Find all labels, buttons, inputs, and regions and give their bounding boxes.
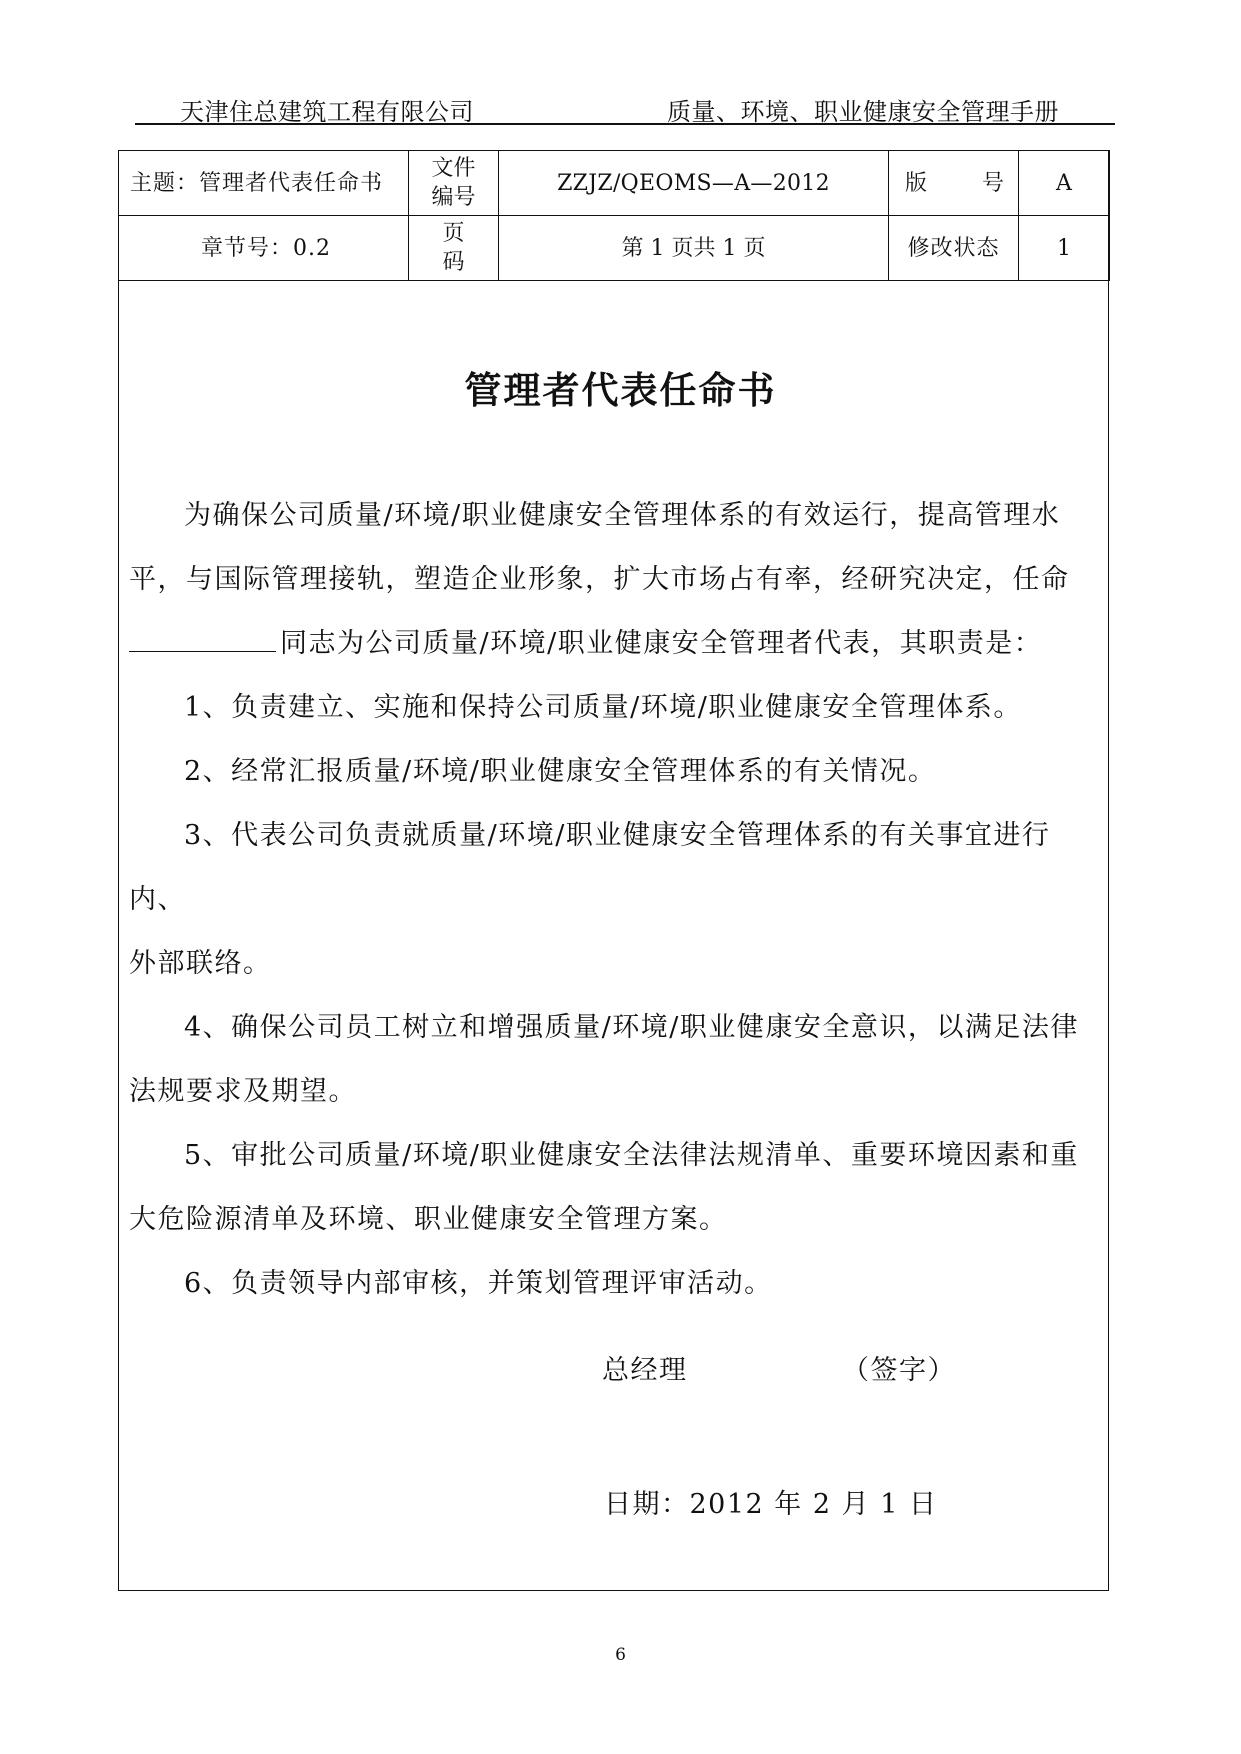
document-title: 管理者代表任命书 — [464, 369, 777, 412]
duty-1: 1、负责建立、实施和保持公司质量/环境/职业健康安全管理体系。 — [184, 692, 1022, 723]
duty-4-line-1: 4、确保公司员工树立和增强质量/环境/职业健康安全意识，以满足法律 — [184, 1012, 1079, 1043]
header-company: 天津住总建筑工程有限公司 — [180, 98, 474, 126]
general-manager-label: 总经理 — [602, 1355, 688, 1386]
intro-line-3-text: 同志为公司质量/环境/职业健康安全管理者代表，其职责是： — [280, 628, 1043, 659]
doc-no-cell: ZZJZ/QEOMS—A—2012 — [499, 151, 889, 216]
duties-list — [129, 676, 1099, 1316]
doc-no-label-line1: 文件 — [431, 156, 476, 181]
subject-cell: 主题：管理者代表任命书 — [119, 151, 409, 216]
edition-value-cell: A — [1019, 151, 1110, 216]
doc-no-label-line2: 编号 — [431, 185, 476, 210]
edition-label-char2: 号 — [981, 170, 1004, 196]
document-info-table — [118, 150, 1110, 281]
signature-note: （签字） — [842, 1355, 956, 1386]
intro-line-3 — [129, 612, 1099, 676]
info-row-1 — [119, 151, 1110, 216]
appointee-name-blank — [129, 627, 276, 652]
page-label-line1: 页 — [442, 221, 465, 246]
intro-paragraph — [129, 484, 1099, 676]
edition-label-char1: 版 — [905, 170, 928, 196]
duty-5-line-1: 5、审批公司质量/环境/职业健康安全法律法规清单、重要环境因素和重 — [184, 1140, 1079, 1171]
duty-5-line-2: 大危险源清单及环境、职业健康安全管理方案。 — [129, 1204, 728, 1235]
duty-2: 2、经常汇报质量/环境/职业健康安全管理体系的有关情况。 — [184, 756, 937, 787]
mod-label-cell: 修改状态 — [889, 216, 1019, 281]
duty-4-line-2: 法规要求及期望。 — [129, 1076, 357, 1107]
signature-date: 日期：2012 年 2 月 1 日 — [604, 1489, 938, 1520]
intro-line-2: 平，与国际管理接轨，塑造企业形象，扩大市场占有率，经研究决定，任命 — [129, 564, 1070, 595]
page-label-line2: 码 — [442, 250, 465, 275]
header-rule — [135, 123, 1115, 125]
page-number: 6 — [615, 1645, 626, 1665]
duty-3-line-1: 3、代表公司负责就质量/环境/职业健康安全管理体系的有关事宜进行内、 — [129, 820, 1051, 915]
header-manual-title: 质量、环境、职业健康安全管理手册 — [667, 98, 1059, 126]
duty-3-line-2: 外部联络。 — [129, 948, 272, 979]
page-label-cell — [409, 216, 499, 281]
mod-value-cell: 1 — [1019, 216, 1110, 281]
doc-no-label-cell — [409, 151, 499, 216]
edition-label-cell — [889, 151, 1019, 216]
page-cell: 第 1 页共 1 页 — [499, 216, 889, 281]
chapter-cell: 章节号：0.2 — [119, 216, 409, 281]
intro-line-1: 为确保公司质量/环境/职业健康安全管理体系的有效运行，提高管理水 — [184, 500, 1061, 531]
duty-6: 6、负责领导内部审核，并策划管理评审活动。 — [184, 1268, 773, 1299]
info-row-2 — [119, 216, 1110, 281]
